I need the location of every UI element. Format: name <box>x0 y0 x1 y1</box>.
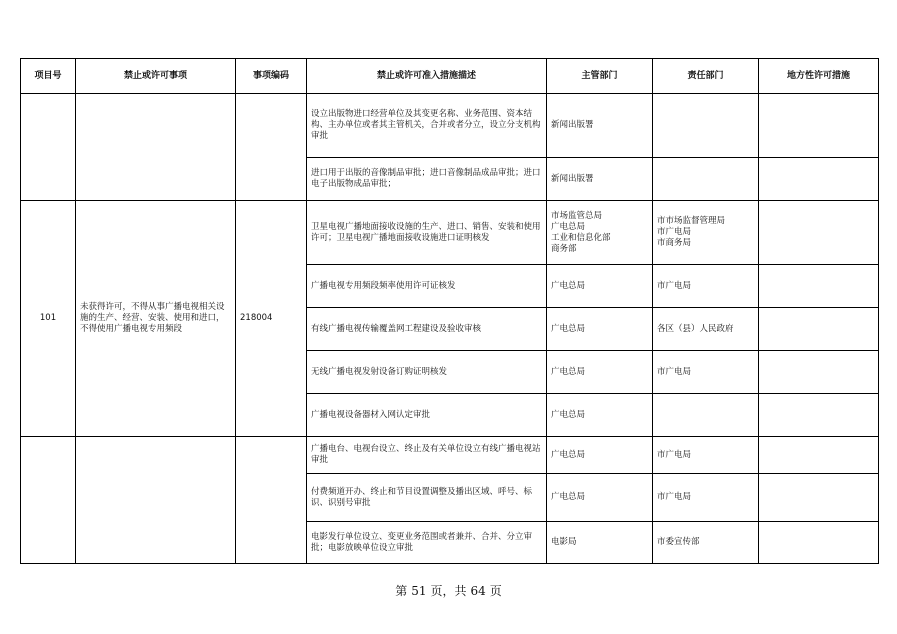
desc-cell: 无线广播电视发射设备订购证明核发 <box>307 351 547 394</box>
header-local: 地方性许可措施 <box>759 59 879 94</box>
footer-prefix: 第 <box>395 584 408 598</box>
empty-cell <box>236 94 307 201</box>
empty-cell <box>76 437 236 564</box>
footer-mid: 页，共 <box>430 584 467 598</box>
header-desc: 禁止或许可准入措施描述 <box>307 59 547 94</box>
page-footer <box>0 582 897 599</box>
header-dept: 主管部门 <box>547 59 653 94</box>
header-row <box>21 59 879 94</box>
table-row <box>21 437 879 474</box>
dept-cell: 广电总局 <box>547 394 653 437</box>
header-code: 事项编码 <box>236 59 307 94</box>
desc-cell: 广播电视专用频段频率使用许可证核发 <box>307 265 547 308</box>
dept-cell: 广电总局 <box>547 474 653 522</box>
header-item-no: 项目号 <box>21 59 76 94</box>
dept-cell: 广电总局 <box>547 437 653 474</box>
local-cell <box>759 308 879 351</box>
item-cell: 未获得许可，不得从事广播电视相关设施的生产、经营、安装、使用和进口，不得使用广播电视专用频段 <box>76 201 236 437</box>
desc-cell: 设立出版物进口经营单位及其变更名称、业务范围、资本结构、主办单位或者其主管机关，合并或者分立，设立分支机构审批 <box>307 94 547 158</box>
empty-cell <box>76 94 236 201</box>
desc-cell: 卫星电视广播地面接收设施的生产、进口、销售、安装和使用许可；卫星电视广播地面接收设施进口证明核发 <box>307 201 547 265</box>
footer-total-pages: 64 <box>470 584 486 598</box>
local-cell <box>759 201 879 265</box>
local-cell <box>759 351 879 394</box>
measures-table <box>20 58 879 564</box>
code-cell: 218004 <box>236 201 307 437</box>
local-cell <box>759 522 879 564</box>
desc-cell: 付费频道开办、终止和节目设置调整及播出区域、呼号、标识、识别号审批 <box>307 474 547 522</box>
table-row <box>21 94 879 158</box>
dept-cell: 广电总局 <box>547 265 653 308</box>
resp-cell: 市广电局 <box>653 437 759 474</box>
footer-suffix: 页 <box>489 584 502 598</box>
local-cell <box>759 158 879 201</box>
dept-cell: 广电总局 <box>547 351 653 394</box>
dept-cell: 市场监管总局 广电总局 工业和信息化部 商务部 <box>547 201 653 265</box>
local-cell <box>759 94 879 158</box>
desc-cell: 广播电台、电视台设立、终止及有关单位设立有线广播电视站审批 <box>307 437 547 474</box>
empty-cell <box>236 437 307 564</box>
local-cell <box>759 265 879 308</box>
resp-cell: 各区（县）人民政府 <box>653 308 759 351</box>
desc-cell: 有线广播电视传输覆盖网工程建设及验收审核 <box>307 308 547 351</box>
dept-cell: 新闻出版署 <box>547 94 653 158</box>
resp-cell: 市广电局 <box>653 474 759 522</box>
header-resp: 责任部门 <box>653 59 759 94</box>
desc-cell: 进口用于出版的音像制品审批；进口音像制品成品审批；进口电子出版物成品审批； <box>307 158 547 201</box>
table-row <box>21 201 879 265</box>
local-cell <box>759 474 879 522</box>
dept-cell: 新闻出版署 <box>547 158 653 201</box>
local-cell <box>759 437 879 474</box>
footer-page-number: 51 <box>411 584 427 598</box>
resp-cell <box>653 158 759 201</box>
resp-cell <box>653 394 759 437</box>
desc-cell: 电影发行单位设立、变更业务范围或者兼并、合并、分立审批；电影放映单位设立审批 <box>307 522 547 564</box>
resp-cell: 市委宣传部 <box>653 522 759 564</box>
resp-cell: 市市场监督管理局 市广电局 市商务局 <box>653 201 759 265</box>
desc-cell: 广播电视设备器材入网认定审批 <box>307 394 547 437</box>
resp-cell <box>653 94 759 158</box>
header-item: 禁止或许可事项 <box>76 59 236 94</box>
local-cell <box>759 394 879 437</box>
resp-cell: 市广电局 <box>653 351 759 394</box>
empty-cell <box>21 437 76 564</box>
dept-cell: 电影局 <box>547 522 653 564</box>
resp-cell: 市广电局 <box>653 265 759 308</box>
dept-cell: 广电总局 <box>547 308 653 351</box>
item-no-cell: 101 <box>21 201 76 437</box>
empty-cell <box>21 94 76 201</box>
